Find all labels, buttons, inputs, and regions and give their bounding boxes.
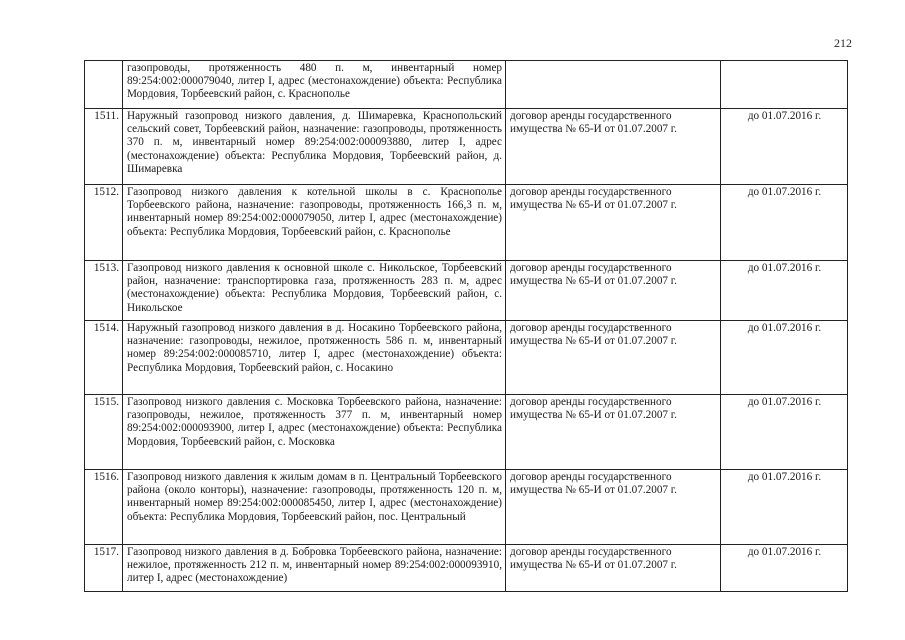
object-description: Газопровод низкого давления в д. Бобровка Торбеевского района, назначение: нежилое, протяженность 212 п. м, инвентарный номер 89:254:002:000093910, литер I, адрес (местонахождение)	[123, 545, 506, 592]
row-number: 1515.	[85, 395, 123, 470]
row-number: 1513.	[85, 261, 123, 321]
table-row	[85, 261, 848, 321]
object-description: Наружный газопровод низкого давления, д. Шимаревка, Краснопольский сельский совет, Торбеевский район, назначение: газопроводы, протяженность 370 п. м, инвентарный номер 89:254:002:000093880, литер I, адрес (местонахождение) объекта: Республика Мордовия, Торбеевский район, д. Шимаревка	[123, 109, 506, 185]
lease-basis: договор аренды государственного имущества № 65-И от 01.07.2007 г.	[506, 261, 721, 321]
row-number	[85, 61, 123, 109]
table-row	[85, 395, 848, 470]
object-description: Газопровод низкого давления с. Московка Торбеевского района, назначение: газопроводы, нежилое, протяженность 377 п. м, инвентарный номер 89:254:002:000093900, литер I, адрес (местонахождение) объекта: Республика Мордовия, Торбеевский район, с. Московка	[123, 395, 506, 470]
lease-basis: договор аренды государственного имущества № 65-И от 01.07.2007 г.	[506, 321, 721, 395]
row-number: 1511.	[85, 109, 123, 185]
lease-term	[721, 61, 848, 109]
lease-basis	[506, 61, 721, 109]
row-number: 1512.	[85, 185, 123, 261]
row-number: 1517.	[85, 545, 123, 592]
lease-basis: договор аренды государственного имущества № 65-И от 01.07.2007 г.	[506, 545, 721, 592]
lease-term: до 01.07.2016 г.	[721, 261, 848, 321]
table-row	[85, 61, 848, 109]
lease-basis: договор аренды государственного имущества № 65-И от 01.07.2007 г.	[506, 395, 721, 470]
object-description: Газопровод низкого давления к основной школе с. Никольское, Торбеевский район, назначение: транспортировка газа, протяженность 283 п. м, адрес (местонахождение) объекта: Республика Мордовия, Торбеевский район, с. Никольское	[123, 261, 506, 321]
lease-term: до 01.07.2016 г.	[721, 321, 848, 395]
object-description: газопроводы, протяженность 480 п. м, инвентарный номер 89:254:002:000079040, литер I, адрес (местонахождение) объекта: Республика Мордовия, Торбеевский район, с. Краснополье	[123, 61, 506, 109]
object-description: Газопровод низкого давления к котельной школы в с. Краснополье Торбеевского района, назначение: газопроводы, протяженность 166,3 п. м, инвентарный номер 89:254:002:000079050, литер I, адрес (местонахождение) объекта: Республика Мордовия, Торбеевский район, с. Краснополье	[123, 185, 506, 261]
lease-term: до 01.07.2016 г.	[721, 109, 848, 185]
object-description: Наружный газопровод низкого давления в д. Носакино Торбеевского района, назначение: газопроводы, нежилое, протяженность 586 п. м, инвентарный номер 89:254:002:000085710, литер I, адрес (местонахождение) объекта: Республика Мордовия, Торбеевский район, с. Носакино	[123, 321, 506, 395]
lease-basis: договор аренды государственного имущества № 65-И от 01.07.2007 г.	[506, 470, 721, 545]
lease-basis: договор аренды государственного имущества № 65-И от 01.07.2007 г.	[506, 109, 721, 185]
lease-term: до 01.07.2016 г.	[721, 185, 848, 261]
lease-basis: договор аренды государственного имущества № 65-И от 01.07.2007 г.	[506, 185, 721, 261]
property-registry-table	[84, 60, 848, 592]
object-description: Газопровод низкого давления к жилым домам в п. Центральный Торбеевского района (около конторы), назначение: газопроводы, протяженность 120 п. м, инвентарный номер 89:254:002:000085450, литер I, адрес (местонахождение) объекта: Республика Мордовия, Торбеевский район, пос. Центральный	[123, 470, 506, 545]
table-row	[85, 109, 848, 185]
page-number: 212	[834, 36, 852, 50]
table-row	[85, 470, 848, 545]
table-row	[85, 185, 848, 261]
row-number: 1514.	[85, 321, 123, 395]
lease-term: до 01.07.2016 г.	[721, 470, 848, 545]
lease-term: до 01.07.2016 г.	[721, 545, 848, 592]
lease-term: до 01.07.2016 г.	[721, 395, 848, 470]
row-number: 1516.	[85, 470, 123, 545]
table-row	[85, 321, 848, 395]
table-row	[85, 545, 848, 592]
